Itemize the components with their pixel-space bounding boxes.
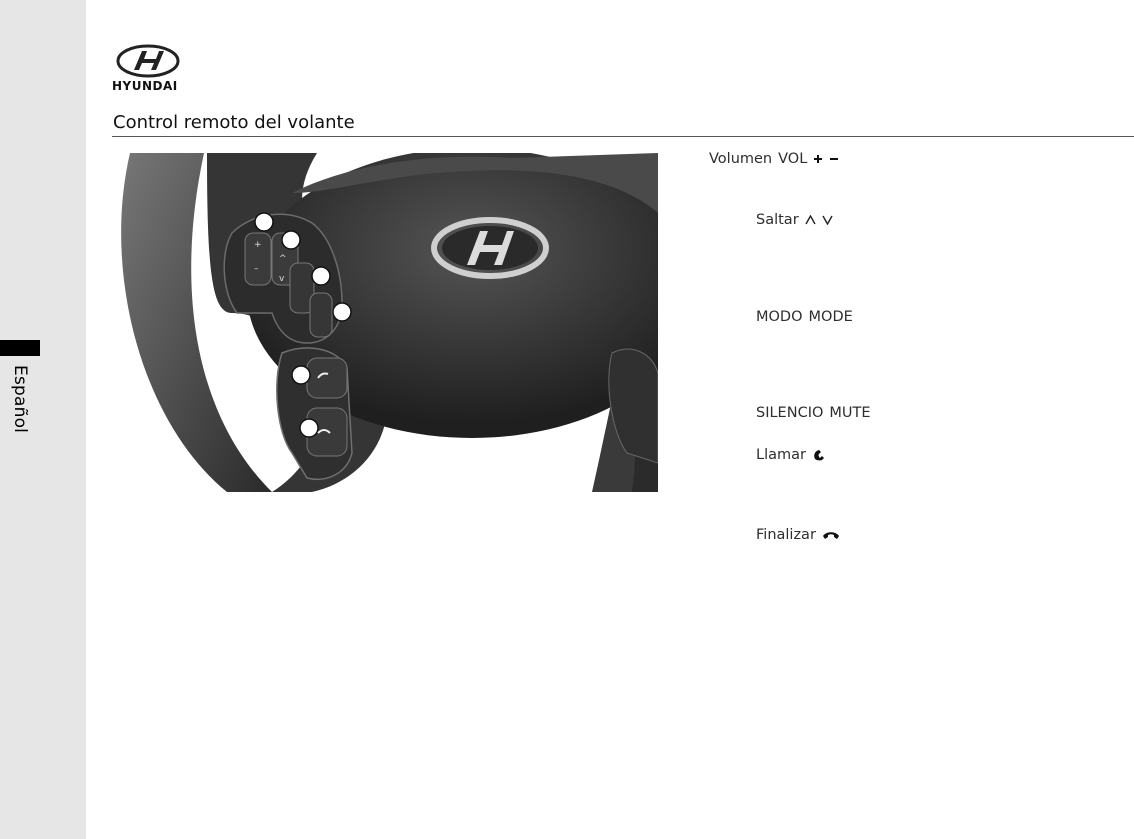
svg-text:v: v — [279, 274, 285, 284]
mute-code: MUTE — [829, 405, 871, 421]
language-label: Español — [10, 365, 30, 434]
mode-label: MODO — [756, 309, 803, 325]
title-divider — [112, 136, 1134, 137]
end-control-item — [756, 527, 840, 543]
svg-text:^: ^ — [279, 254, 287, 264]
minus-icon — [829, 154, 839, 164]
chevron-down-icon — [822, 215, 833, 225]
call-label: Llamar — [756, 447, 806, 463]
volume-control-item — [709, 151, 839, 167]
chevron-up-icon — [805, 215, 816, 225]
phone-end-icon — [822, 529, 840, 541]
mode-control-item — [756, 309, 853, 325]
phone-call-icon — [812, 448, 828, 462]
mute-control-item — [756, 405, 871, 421]
call-control-item — [756, 447, 828, 463]
language-marker — [0, 340, 40, 356]
mode-code: MODE — [808, 309, 853, 325]
seek-label: Saltar — [756, 212, 799, 228]
seek-control-item — [756, 212, 833, 228]
section-title: Control remoto del volante — [113, 112, 355, 133]
mute-label: SILENCIO — [756, 405, 824, 421]
plus-icon — [813, 154, 823, 164]
volume-label: Volumen — [709, 151, 773, 167]
steering-wheel-illustration — [112, 153, 658, 492]
svg-text:+: + — [254, 240, 262, 250]
brand-wordmark: HYUNDAI — [112, 79, 178, 93]
svg-text:–: – — [254, 264, 259, 274]
end-label: Finalizar — [756, 527, 816, 543]
volume-code: VOL — [778, 151, 808, 167]
